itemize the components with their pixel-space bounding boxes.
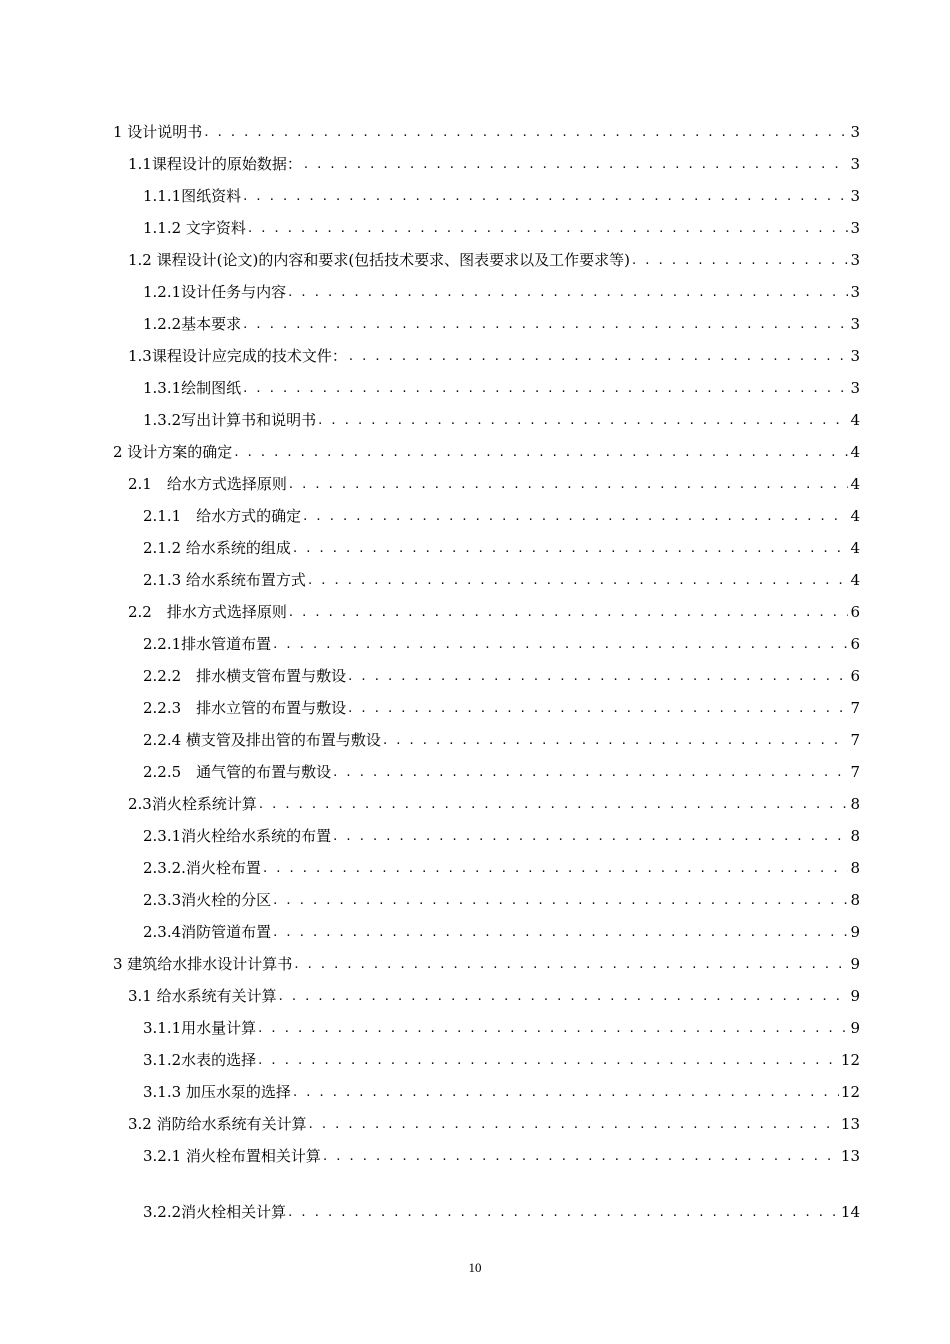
toc-entry[interactable]	[143, 1138, 860, 1166]
toc-entry-title: 2.1.1 给水方式的确定	[143, 507, 302, 525]
toc-entry[interactable]	[128, 978, 860, 1006]
toc-entry-page: 7	[850, 763, 860, 781]
toc-entry-page: 7	[850, 699, 860, 717]
toc-entry[interactable]	[143, 562, 860, 590]
toc-entry[interactable]	[143, 1042, 860, 1070]
toc-entry-page: 4	[850, 411, 860, 429]
toc-entry[interactable]	[143, 882, 860, 910]
toc-entry[interactable]	[143, 210, 860, 238]
toc-dot-leader	[288, 284, 848, 302]
toc-entry[interactable]	[128, 1106, 860, 1134]
toc-entry-page: 6	[850, 635, 860, 653]
toc-dot-leader	[308, 572, 849, 590]
toc-dot-leader	[349, 348, 849, 366]
toc-entry-page: 3	[850, 347, 860, 365]
toc-entry-page: 4	[850, 443, 860, 461]
toc-entry-title: 1 设计说明书	[113, 123, 203, 141]
toc-entry-page: 8	[850, 859, 860, 877]
toc-entry[interactable]	[143, 658, 860, 686]
toc-entry[interactable]	[143, 530, 860, 558]
toc-entry-title: 1.3课程设计应完成的技术文件：	[128, 347, 347, 365]
toc-entry-title: 3.1.1用水量计算	[143, 1019, 257, 1037]
toc-entry-page: 3	[850, 315, 860, 333]
toc-entry-page: 9	[850, 955, 860, 973]
toc-entry-title: 2.3.3消火栓的分区	[143, 891, 272, 909]
toc-entry-title: 2.3消火栓系统计算	[128, 795, 257, 813]
toc-entry-title: 3.1.2水表的选择	[143, 1051, 257, 1069]
toc-entry[interactable]	[143, 690, 860, 718]
toc-dot-leader	[309, 1116, 839, 1134]
toc-dot-leader	[288, 1204, 839, 1222]
toc-entry-title: 1.1课程设计的原始数据：	[128, 155, 302, 173]
toc-dot-leader	[263, 860, 849, 878]
toc-entry-page: 3	[850, 283, 860, 301]
toc-dot-leader	[333, 764, 848, 782]
toc-dot-leader	[258, 1052, 839, 1070]
toc-entry[interactable]	[143, 274, 860, 302]
toc-entry-title: 2.2 排水方式选择原则	[128, 603, 287, 621]
toc-dot-leader	[289, 604, 849, 622]
toc-dot-leader	[318, 412, 848, 430]
toc-dot-leader	[323, 1148, 839, 1166]
toc-dot-leader	[243, 380, 848, 398]
toc-dot-leader	[348, 668, 848, 686]
toc-dot-leader	[383, 732, 849, 750]
toc-dot-leader	[304, 156, 849, 174]
toc-entry-page: 6	[850, 603, 860, 621]
toc-entry[interactable]	[113, 114, 860, 142]
toc-entry-title: 2.2.3 排水立管的布置与敷设	[143, 699, 347, 717]
toc-dot-leader	[303, 508, 848, 526]
toc-entry-page: 9	[850, 1019, 860, 1037]
toc-entry-title: 3 建筑给水排水设计计算书	[113, 955, 293, 973]
toc-entry[interactable]	[143, 178, 860, 206]
toc-entry-page: 12	[840, 1051, 860, 1069]
toc-dot-leader	[293, 540, 849, 558]
toc-entry[interactable]	[128, 338, 860, 366]
toc-entry-page: 3	[850, 379, 860, 397]
toc-entry-page: 12	[840, 1083, 860, 1101]
toc-entry-title: 3.1.3 加压水泵的选择	[143, 1083, 291, 1101]
toc-dot-leader	[273, 892, 848, 910]
toc-entry-title: 2.1.3 给水系统布置方式	[143, 571, 306, 589]
toc-entry[interactable]	[143, 754, 860, 782]
toc-entry[interactable]	[128, 146, 860, 174]
toc-entry-page: 14	[840, 1203, 860, 1221]
toc-dot-leader	[293, 1084, 839, 1102]
toc-entry[interactable]	[143, 498, 860, 526]
toc-entry-page: 8	[850, 827, 860, 845]
toc-entry-title: 1.1.1图纸资料	[143, 187, 242, 205]
toc-entry[interactable]	[143, 850, 860, 878]
toc-entry[interactable]	[143, 1074, 860, 1102]
toc-dot-leader	[243, 316, 848, 334]
toc-dot-leader	[258, 1020, 848, 1038]
toc-entry-page: 13	[840, 1115, 860, 1133]
toc-entry-page: 4	[850, 539, 860, 557]
toc-entry-title: 2.1 给水方式选择原则	[128, 475, 287, 493]
page-number: 10	[468, 1260, 482, 1275]
toc-entry-title: 3.2 消防给水系统有关计算	[128, 1115, 307, 1133]
toc-entry[interactable]	[143, 626, 860, 654]
toc-entry-title: 2.2.5 通气管的布置与敷设	[143, 763, 332, 781]
toc-dot-leader	[259, 796, 849, 814]
toc-entry[interactable]	[143, 306, 860, 334]
toc-entry-title: 2.3.4消防管道布置	[143, 923, 272, 941]
toc-entry-page: 9	[850, 987, 860, 1005]
toc-dot-leader	[248, 220, 849, 238]
toc-entry-page: 13	[840, 1147, 860, 1165]
toc-dot-leader	[289, 476, 849, 494]
toc-entry-title: 3.2.2消火栓相关计算	[143, 1203, 287, 1221]
toc-entry-title: 2.1.2 给水系统的组成	[143, 539, 291, 557]
toc-entry-title: 2.2.1排水管道布置	[143, 635, 272, 653]
toc-dot-leader	[348, 700, 848, 718]
toc-entry[interactable]	[143, 722, 860, 750]
toc-entry-title: 2 设计方案的确定	[113, 443, 233, 461]
toc-entry-title: 1.1.2 文字资料	[143, 219, 246, 237]
toc-entry[interactable]	[143, 818, 860, 846]
toc-entry-page: 7	[850, 731, 860, 749]
toc-entry-title: 1.3.2写出计算书和说明书	[143, 411, 317, 429]
toc-entry-page: 3	[850, 219, 860, 237]
toc-dot-leader	[273, 636, 848, 654]
toc-entry[interactable]	[143, 1010, 860, 1038]
toc-dot-leader	[273, 924, 848, 942]
toc-entry-title: 3.1 给水系统有关计算	[128, 987, 277, 1005]
toc-dot-leader	[294, 956, 848, 974]
toc-entry-page: 9	[850, 923, 860, 941]
toc-dot-leader	[632, 252, 848, 270]
toc-dot-leader	[234, 444, 848, 462]
toc-entry-page: 4	[850, 475, 860, 493]
toc-entry-page: 6	[850, 667, 860, 685]
toc-entry-title: 2.3.2.消火栓布置	[143, 859, 261, 877]
toc-entry-title: 1.2.2基本要求	[143, 315, 242, 333]
toc-dot-leader	[279, 988, 849, 1006]
toc-entry-title: 3.2.1 消火栓布置相关计算	[143, 1147, 321, 1165]
toc-entry-title: 2.2.4 横支管及排出管的布置与敷设	[143, 731, 381, 749]
toc-entry[interactable]	[143, 1194, 860, 1222]
toc-dot-leader	[333, 828, 848, 846]
toc-entry[interactable]	[128, 466, 860, 494]
toc-entry-page: 8	[850, 795, 860, 813]
toc-entry[interactable]	[128, 594, 860, 622]
toc-entry-title: 1.2 课程设计(论文)的内容和要求(包括技术要求、图表要求以及工作要求等)	[128, 251, 631, 269]
toc-entry-title: 2.2.2 排水横支管布置与敷设	[143, 667, 347, 685]
toc-entry[interactable]	[113, 946, 860, 974]
toc-entry[interactable]	[143, 370, 860, 398]
toc-entry-page: 3	[850, 155, 860, 173]
toc-entry-page: 3	[850, 187, 860, 205]
toc-entry-page: 4	[850, 507, 860, 525]
toc-entry-page: 4	[850, 571, 860, 589]
toc-entry-page: 8	[850, 891, 860, 909]
toc-entry[interactable]	[128, 786, 860, 814]
toc-entry[interactable]	[113, 434, 860, 462]
toc-dot-leader	[204, 124, 848, 142]
toc-entry-title: 1.2.1设计任务与内容	[143, 283, 287, 301]
toc-entry-page: 3	[850, 251, 860, 269]
toc-entry-page: 3	[850, 123, 860, 141]
toc-entry[interactable]	[143, 914, 860, 942]
toc-entry-title: 1.3.1绘制图纸	[143, 379, 242, 397]
toc-entry[interactable]	[143, 402, 860, 430]
toc-dot-leader	[243, 188, 848, 206]
toc-entry-title: 2.3.1消火栓给水系统的布置	[143, 827, 332, 845]
toc-entry[interactable]	[128, 242, 860, 270]
